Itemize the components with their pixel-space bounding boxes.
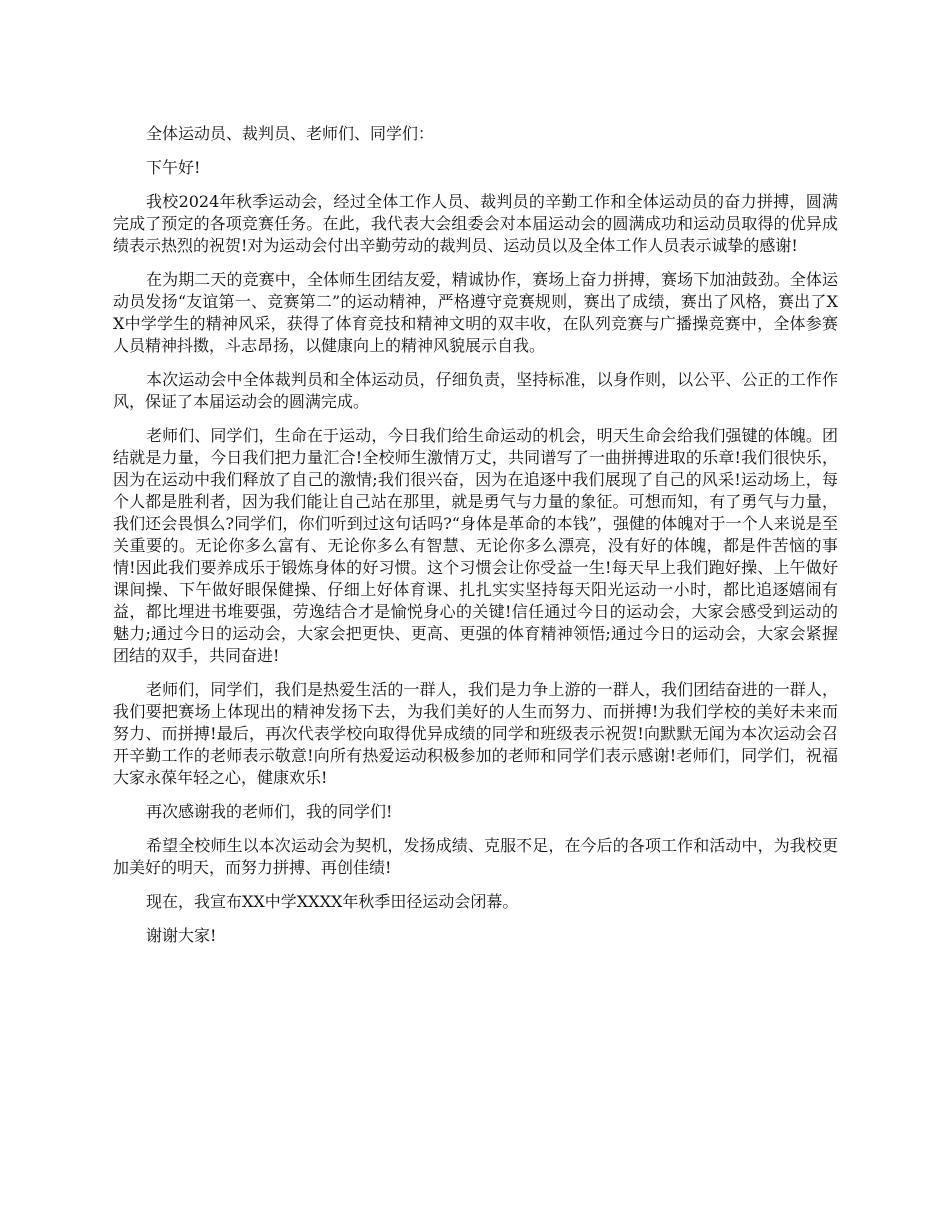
paragraph-closing-announcement: 现在，我宣布XX中学XXXX年秋季田径运动会闭幕。 — [146, 892, 519, 911]
salutation: 全体运动员、裁判员、老师们、同学们： — [146, 124, 435, 143]
paragraph-competition: 在为期二天的竞赛中，全体师生团结友爱，精诚协作，赛场上奋力拼搏，赛场下加油鼓劲。全体运动员发扬“友谊第一、竞赛第二”的运动精神，严格遵守竞赛规则，赛出了成绩，赛出了风格，赛出了XX中学学生的精神风采，获得了体育竞技和精神文明的双丰收，在队列竞赛与广播操竞赛中，全体参赛人员精神抖擞，斗志昂扬，以健康向上的精神风貌展示自我。 — [113, 270, 838, 355]
greeting: 下午好! — [146, 158, 201, 177]
paragraph-thanks-again: 再次感谢我的老师们，我的同学们! — [146, 802, 393, 821]
paragraph-sports-life: 老师们、同学们，生命在于运动，今日我们给生命运动的机会，明天生命会给我们强键的体魄。团结就是力量，今日我们把力量汇合!全校师生激情万丈，共同谱写了一曲拼搏进取的乐章!我们很快乐，因为在运动中我们释放了自己的激情;我们很兴奋，因为在追逐中我们展现了自己的风采!运动场上，每个人都是胜利者，因为我们能让自己站在那里，就是勇气与力量的象征。可想而知，有了勇气与力量，我们还会畏惧么?同学们，你们听到过这句话吗?“身体是革命的本钱”，强健的体魄对于一个人来说是至关重要的。无论你多么富有、无论你多么有智慧、无论你多么漂亮，没有好的体魄，都是件苦恼的事情!因此我们要养成乐于锻炼身体的好习惯。这个习惯会让你受益一生!每天早上我们跑好操、上午做好课间操、下午做好眼保健操、仔细上好体育课、扎扎实实坚持每天阳光运动一小时，都比追逐嬉闹有益，都比埋进书堆要强，劳逸结合才是愉悦身心的关键!信任通过今日的运动会，大家会感受到运动的魅力;通过今日的运动会，大家会把更快、更高、更强的体育精神领悟;通过今日的运动会，大家会紧握团结的双手，共同奋进! — [113, 426, 838, 665]
paragraph-thank-you: 谢谢大家! — [146, 926, 217, 945]
paragraph-thanks: 老师们，同学们，我们是热爱生活的一群人，我们是力争上游的一群人，我们团结奋进的一群人，我们要把赛场上体现出的精神发扬下去，为我们美好的人生而努力、而拼搏!为我们学校的美好未来而努力、而拼搏!最后，再次代表学校向取得优异成绩的同学和班级表示祝贺!向默默无闻为本次运动会召开辛勤工作的老师表示敬意!向所有热爱运动积极参加的老师和同学们表示感谢!老师们，同学们，祝福大家永葆年轻之心，健康欢乐! — [113, 680, 838, 787]
document-body — [113, 123, 838, 959]
paragraph-hope: 希望全校师生以本次运动会为契机，发扬成绩、克服不足，在今后的各项工作和活动中，为我校更加美好的明天，而努力拼搏、再创佳绩! — [113, 836, 838, 877]
paragraph-opening: 我校2024年秋季运动会，经过全体工作人员、裁判员的辛勤工作和全体运动员的奋力拼搏，圆满完成了预定的各项竞赛任务。在此，我代表大会组委会对本届运动会的圆满成功和运动员取得的优异成绩表示热烈的祝贺!对为运动会付出辛勤劳动的裁判员、运动员以及全体工作人员表示诚挚的感谢! — [113, 192, 838, 255]
paragraph-referees: 本次运动会中全体裁判员和全体运动员，仔细负责，坚持标准，以身作则，以公平、公正的工作作风，保证了本届运动会的圆满完成。 — [113, 370, 838, 411]
